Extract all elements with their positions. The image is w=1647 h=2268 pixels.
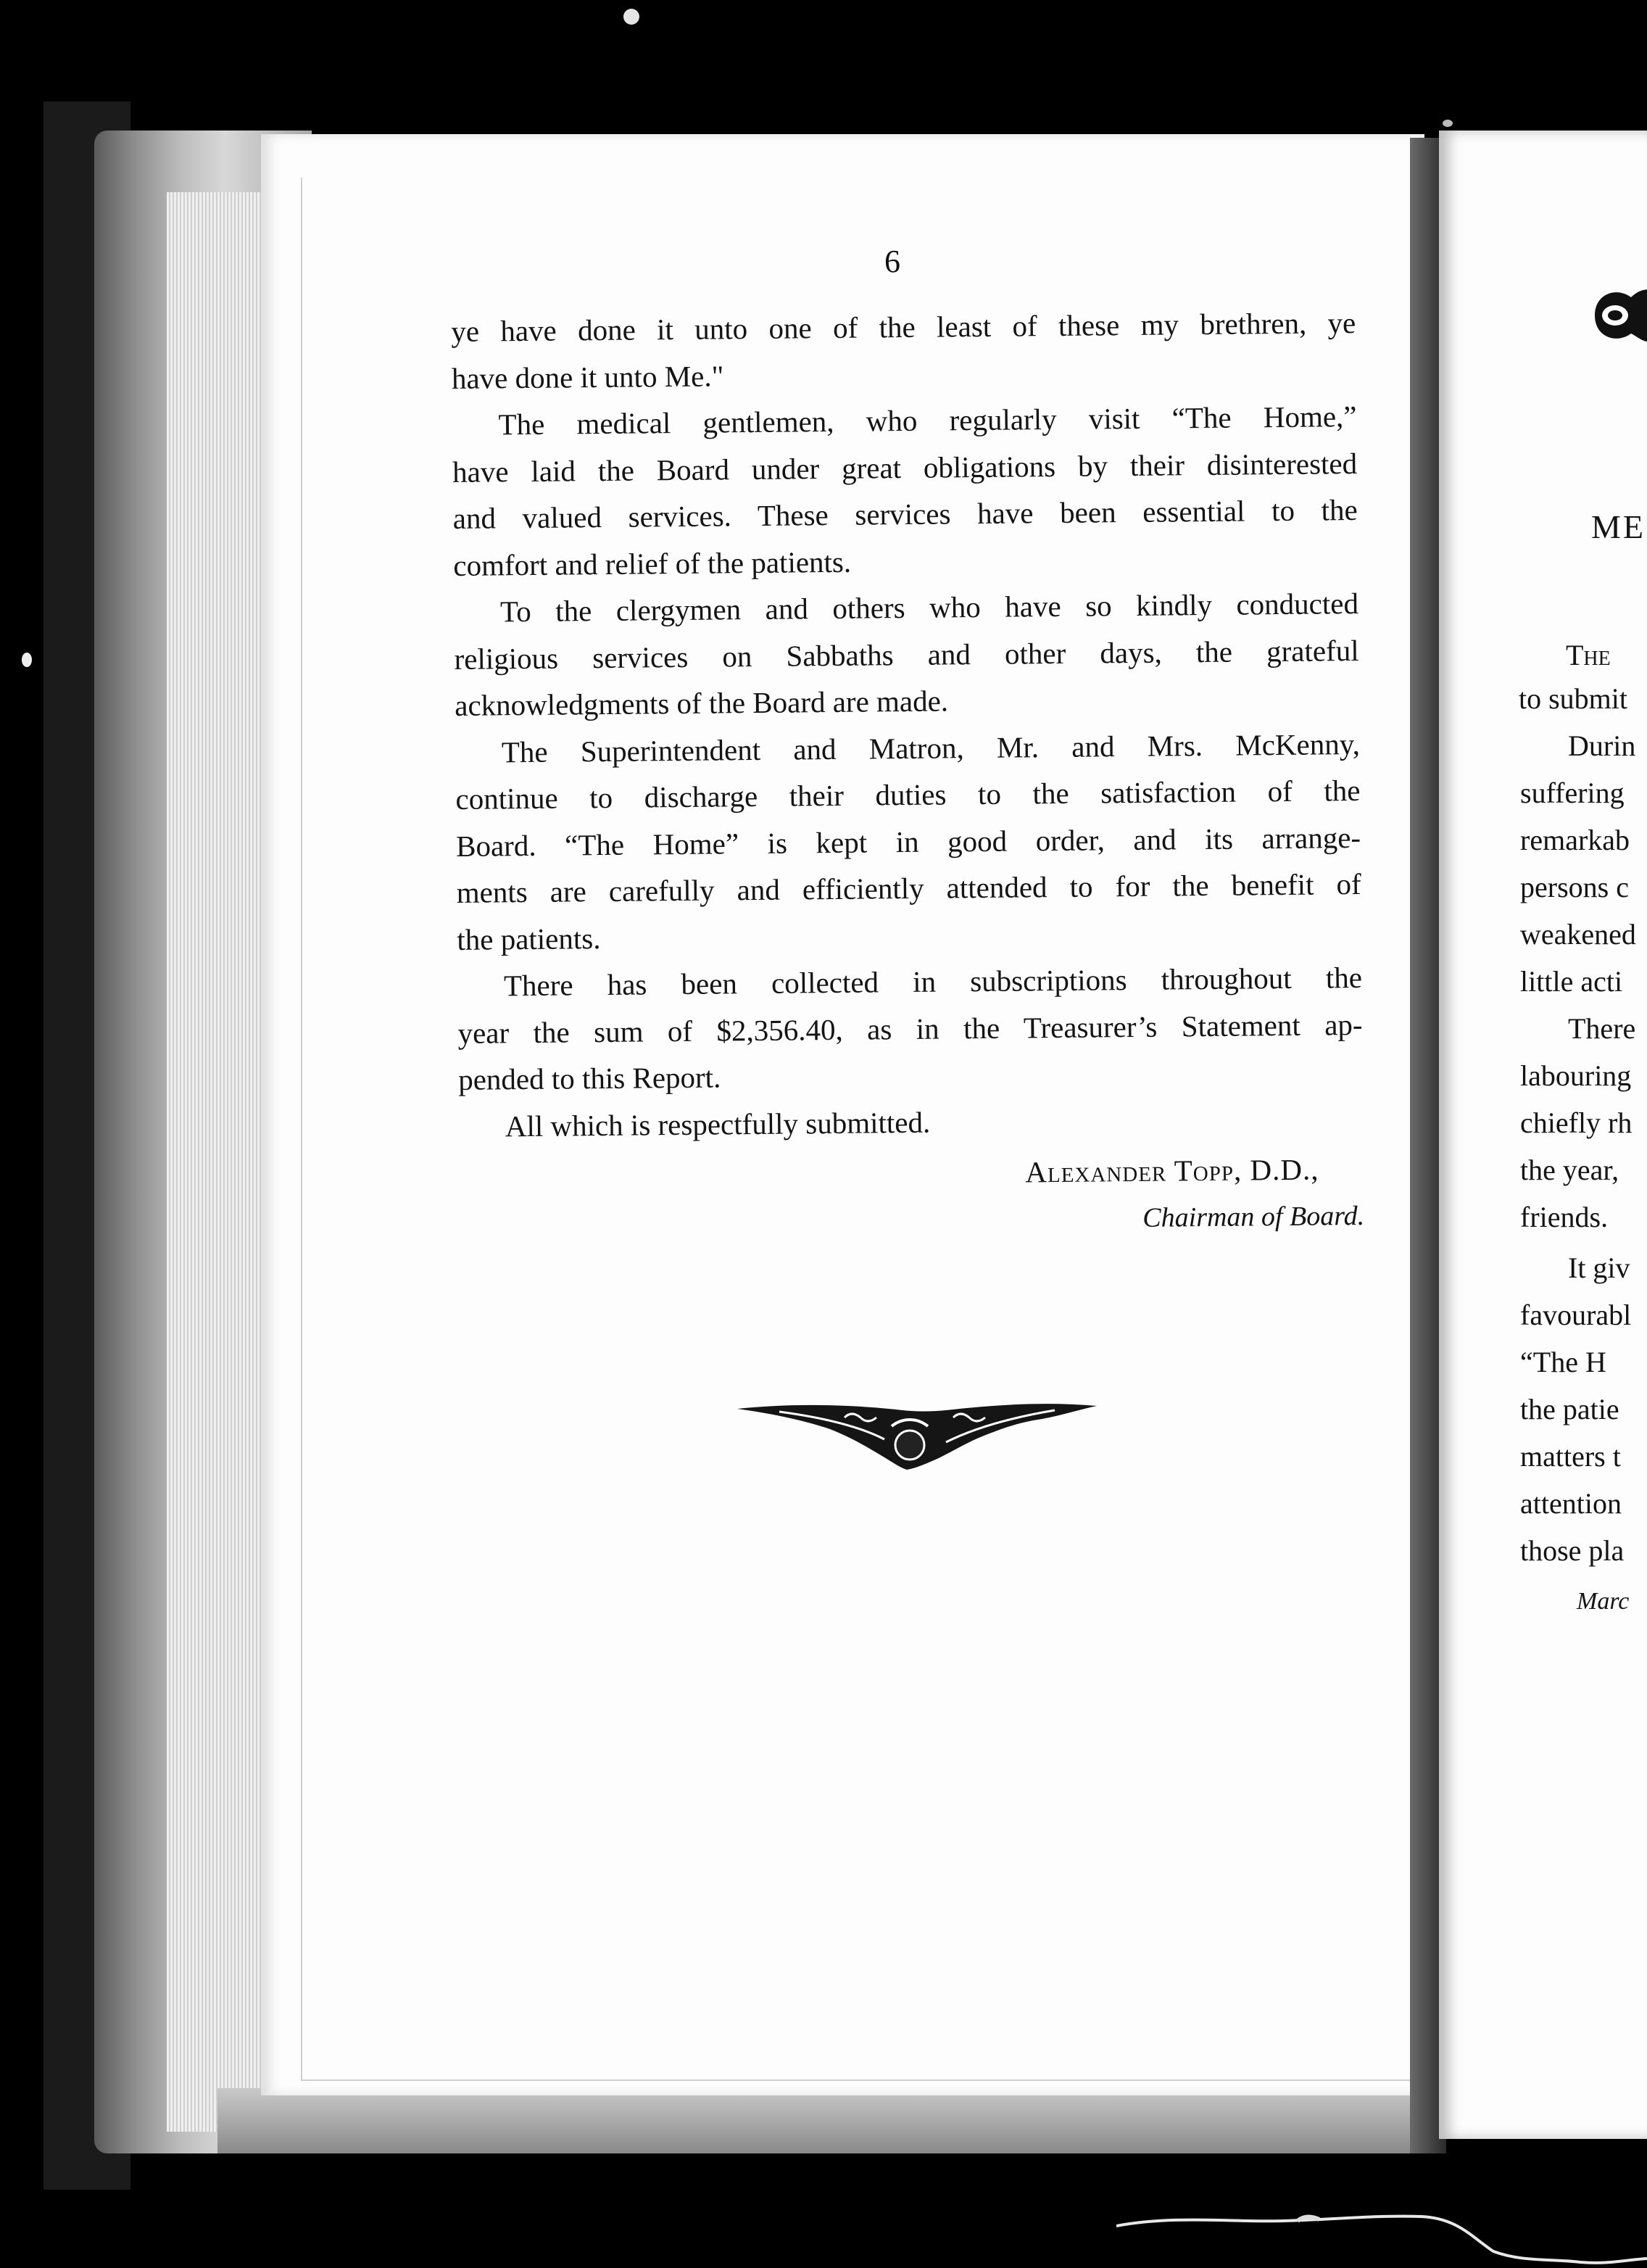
right-page-line: chiefly rh [1520,1106,1633,1139]
thread-icon [1116,2172,1647,2268]
signature-name-text: Alexander Topp, D.D., [1025,1152,1319,1189]
dust-speck [22,653,32,667]
text-line: ye have done it unto one of the least of these my brethren, ye [451,306,1356,348]
right-page-line: There [1568,1012,1636,1045]
text-line: The Superintendent and Matron, Mr. and Mrs. McKenny, [501,727,1361,769]
right-page-line: persons c [1520,871,1629,903]
text-line: ments are carefully and efficiently attended to for the benefit of [456,866,1361,909]
paragraph-5 [457,954,1364,1103]
decorative-ornament-icon [736,1388,1098,1476]
text-line: the patients. [457,921,601,956]
paragraph-3 [454,580,1360,729]
text-line: Board. “The Home” is kept in good order, and its arrange- [455,820,1361,863]
signature-name [459,1146,1364,1201]
text-line: All which is respectfully submitted. [505,1105,931,1143]
text-line: acknowledgments of the Board are made. [455,684,949,722]
paragraph-6 [459,1094,1364,1149]
right-page-line: matters t [1520,1440,1621,1473]
right-page-line: labouring [1520,1059,1632,1092]
right-page-heading: ME [1591,508,1646,545]
right-page-line: Durin [1568,729,1636,762]
text-line: comfort and relief of the patients. [453,545,852,582]
dust-speck [623,9,639,25]
text-line: To the clergymen and others who have so kindly conducted [499,587,1359,629]
right-page-line: The [1566,639,1611,671]
page-stack [167,192,275,2132]
text-line: pended to this Report. [457,1060,721,1096]
right-page-line: attention [1520,1487,1622,1520]
right-page-line: little acti [1520,965,1623,998]
right-page-line: suffering [1520,777,1625,809]
right-page-line: Marc [1577,1588,1630,1615]
text-line: continue to discharge their duties to the satisfaction of the [455,773,1361,816]
paragraph-4 [455,720,1362,962]
text-line: have done it unto Me." [451,358,724,395]
dust-speck [1443,120,1453,127]
right-page-line: remarkab [1520,824,1630,856]
right-page-line: the patie [1520,1393,1619,1425]
right-page-line: favourabl [1520,1299,1632,1331]
text-line: religious services on Sabbaths and other days, the grateful [454,633,1359,676]
right-page-line: friends. [1520,1201,1609,1233]
text-line: The medical gentlemen, who regularly visit “The Home,” [498,400,1357,442]
right-page-line: to submit [1519,682,1628,715]
right-page-line: the year, [1520,1154,1619,1186]
text-line: have laid the Board under great obligations by their disinterested [452,446,1358,489]
right-page-ornament-icon [1588,272,1647,359]
text-line: year the sum of $2,356.40, as in the Treasurer’s Statement ap- [457,1007,1363,1050]
signature-title: Chairman of Board. [1142,1200,1365,1233]
book-bottom-board [217,2088,1435,2153]
body-text [451,299,1364,1248]
paragraph-1 [451,299,1356,402]
page-number: 6 [884,244,900,279]
right-page-line: those pla [1520,1534,1625,1567]
text-line: There has been collected in subscriptions throughout the [503,960,1363,1003]
right-page-line: It giv [1568,1251,1630,1284]
paragraph-2 [452,393,1358,589]
right-page-line: weakened [1520,918,1636,951]
right-page-line: “The H [1520,1346,1606,1378]
text-line: and valued services. These services have been essential to the [452,493,1358,535]
